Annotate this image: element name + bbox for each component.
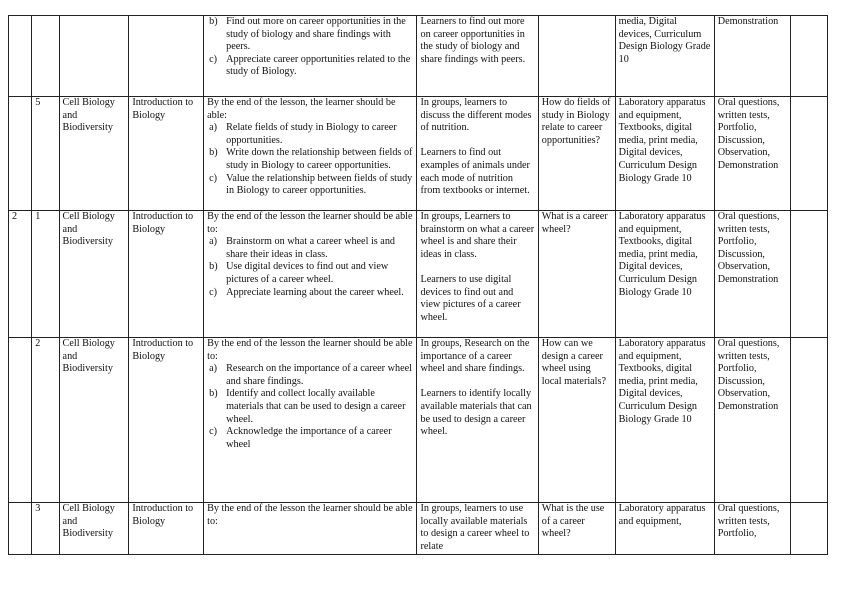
outcome-text: Brainstorm on what a career wheel is and share their ideas in class.	[226, 236, 396, 260]
assessment-cell: Oral questions, written tests, Portfolio,	[714, 503, 790, 555]
key-inquiry-question-cell: What is a career wheel?	[538, 211, 615, 338]
outcome-marker: c)	[209, 53, 218, 65]
outcome-marker: a)	[209, 236, 218, 248]
sub-strand-cell: Introduction to Biology	[129, 503, 204, 555]
reflection-cell	[790, 338, 827, 503]
outcome-text: Relate fields of study in Biology to career opportunities.	[226, 122, 397, 146]
outcome-marker: a)	[209, 122, 218, 134]
outcome-text: Identify and collect locally available materials that can be used to design a career wheel.	[226, 388, 406, 425]
learning-outcomes-cell	[204, 97, 417, 211]
learning-experiences-cell	[417, 16, 538, 97]
assessment-cell: Oral questions, written tests, Portfolio, Discussion, Observation, Demonstration	[714, 338, 790, 503]
experience-paragraph: Learners to use digital devices to find out and view pictures of a career wheel.	[420, 273, 521, 323]
outcomes-intro: By the end of the lesson the learner should be able to:	[207, 338, 413, 362]
key-inquiry-question-cell: What is the use of a career wheel?	[538, 503, 615, 555]
week-cell	[9, 338, 32, 503]
learning-outcomes-cell	[204, 211, 417, 338]
experience-paragraph: In groups, learners to use locally available materials to design a career wheel to relate	[420, 503, 530, 552]
outcome-text: Find out more on career opportunities in the study of biology and share findings with peers.	[226, 16, 406, 53]
strand-cell: Cell Biology and Biodiversity	[59, 503, 129, 555]
outcome-text: Value the relationship between fields of study in Biology to career opportunities.	[226, 172, 413, 197]
resources-cell: Laboratory apparatus and equipment, Textbooks, digital media, print media, Digital devices, Curriculum Design Biology Grade 10	[615, 97, 714, 211]
experience-paragraph: In groups, Learners to brainstorm on what a career wheel is and share their ideas in class.	[420, 211, 535, 260]
lesson-cell: 1	[32, 211, 59, 338]
key-inquiry-question-cell: How do fields of study in Biology relate to career opportunities?	[538, 97, 615, 211]
outcomes-intro: By the end of the lesson the learner should be able to:	[207, 503, 413, 527]
sub-strand-cell: Introduction to Biology	[129, 97, 204, 211]
lesson-cell: 2	[32, 338, 59, 503]
assessment-cell: Oral questions, written tests, Portfolio, Discussion, Observation, Demonstration	[714, 211, 790, 338]
outcome-item	[207, 54, 413, 79]
assessment-cell: Demonstration	[714, 16, 790, 97]
learning-outcomes-cell	[204, 16, 417, 97]
outcome-text: Appreciate career opportunities related to the study of Biology.	[226, 53, 411, 78]
experience-paragraph: Learners to find out examples of animals under each mode of nutrition from textbooks or internet.	[420, 147, 530, 197]
sub-strand-cell: Introduction to Biology	[129, 338, 204, 503]
week-cell	[9, 16, 32, 97]
table-row	[9, 211, 828, 338]
outcome-marker: b)	[209, 16, 218, 27]
outcomes-list	[207, 236, 413, 299]
outcome-item	[207, 122, 413, 147]
lesson-cell	[32, 16, 59, 97]
week-cell	[9, 503, 32, 555]
assessment-cell: Oral questions, written tests, Portfolio, Discussion, Observation, Demonstration	[714, 97, 790, 211]
outcome-item	[207, 388, 413, 426]
outcome-marker: b)	[209, 261, 218, 273]
outcome-marker: b)	[209, 147, 218, 159]
outcome-text: Research on the importance of a career wheel and share findings.	[226, 363, 412, 387]
sub-strand-cell	[129, 16, 204, 97]
learning-outcomes-cell	[204, 503, 417, 555]
experience-paragraph: In groups, Research on the importance of a career wheel and share findings.	[420, 338, 530, 375]
outcomes-list	[207, 122, 413, 198]
outcome-marker: c)	[209, 172, 218, 184]
outcome-item	[207, 236, 413, 261]
outcome-item	[207, 173, 413, 198]
strand-cell: Cell Biology and Biodiversity	[59, 211, 129, 338]
reflection-cell	[790, 503, 827, 555]
learning-experiences-cell	[417, 503, 538, 555]
outcomes-intro: By the end of the lesson, the learner should be able:	[207, 97, 396, 121]
lesson-cell: 3	[32, 503, 59, 555]
outcomes-list	[207, 363, 413, 451]
outcome-text: Acknowledge the importance of a career wheel	[226, 426, 392, 450]
table-row	[9, 16, 828, 97]
outcome-marker: a)	[209, 363, 218, 375]
learning-outcomes-cell	[204, 338, 417, 503]
experience-paragraph: Learners to find out more on career opportunities in the study of biology and share findings with peers.	[420, 16, 526, 65]
key-inquiry-question-cell: How can we design a career wheel using local materials?	[538, 338, 615, 503]
outcome-text: Write down the relationship between fields of study in Biology to career opportunities.	[226, 147, 413, 171]
resources-cell: Laboratory apparatus and equipment, Textbooks, digital media, print media, Digital devices, Curriculum Design Biology Grade 10	[615, 338, 714, 503]
table-row	[9, 97, 828, 211]
outcome-item	[207, 363, 413, 388]
outcome-item	[207, 147, 413, 172]
outcome-item	[207, 287, 413, 300]
reflection-cell	[790, 211, 827, 338]
week-cell: 2	[9, 211, 32, 338]
learning-experiences-cell	[417, 338, 538, 503]
learning-experiences-cell	[417, 97, 538, 211]
reflection-cell	[790, 97, 827, 211]
key-inquiry-question-cell	[538, 16, 615, 97]
week-cell	[9, 97, 32, 211]
outcome-marker: c)	[209, 286, 218, 298]
outcome-item	[207, 16, 413, 54]
outcome-item	[207, 426, 413, 451]
strand-cell: Cell Biology and Biodiversity	[59, 97, 129, 211]
strand-cell: Cell Biology and Biodiversity	[59, 338, 129, 503]
sub-strand-cell: Introduction to Biology	[129, 211, 204, 338]
table-row	[9, 338, 828, 503]
outcome-text: Appreciate learning about the career wheel.	[226, 286, 404, 298]
learning-experiences-cell	[417, 211, 538, 338]
scheme-of-work-table	[8, 15, 828, 555]
outcome-text: Use digital devices to find out and view pictures of a career wheel.	[226, 261, 389, 285]
experience-paragraph: In groups, learners to discuss the different modes of nutrition.	[420, 97, 532, 134]
outcomes-list	[207, 16, 413, 79]
lesson-cell: 5	[32, 97, 59, 211]
strand-cell	[59, 16, 129, 97]
experience-paragraph: Learners to identify locally available materials that can be used to design a career wheel.	[420, 388, 532, 438]
resources-cell: media, Digital devices, Curriculum Design Biology Grade 10	[615, 16, 714, 97]
outcome-marker: c)	[209, 426, 218, 438]
reflection-cell	[790, 16, 827, 97]
outcomes-intro: By the end of the lesson the learner should be able to:	[207, 211, 413, 235]
outcome-marker: b)	[209, 388, 218, 400]
outcome-item	[207, 261, 413, 286]
resources-cell: Laboratory apparatus and equipment, Textbooks, digital media, print media, Digital devices, Curriculum Design Biology Grade 10	[615, 211, 714, 338]
resources-cell: Laboratory apparatus and equipment,	[615, 503, 714, 555]
table-row	[9, 503, 828, 555]
